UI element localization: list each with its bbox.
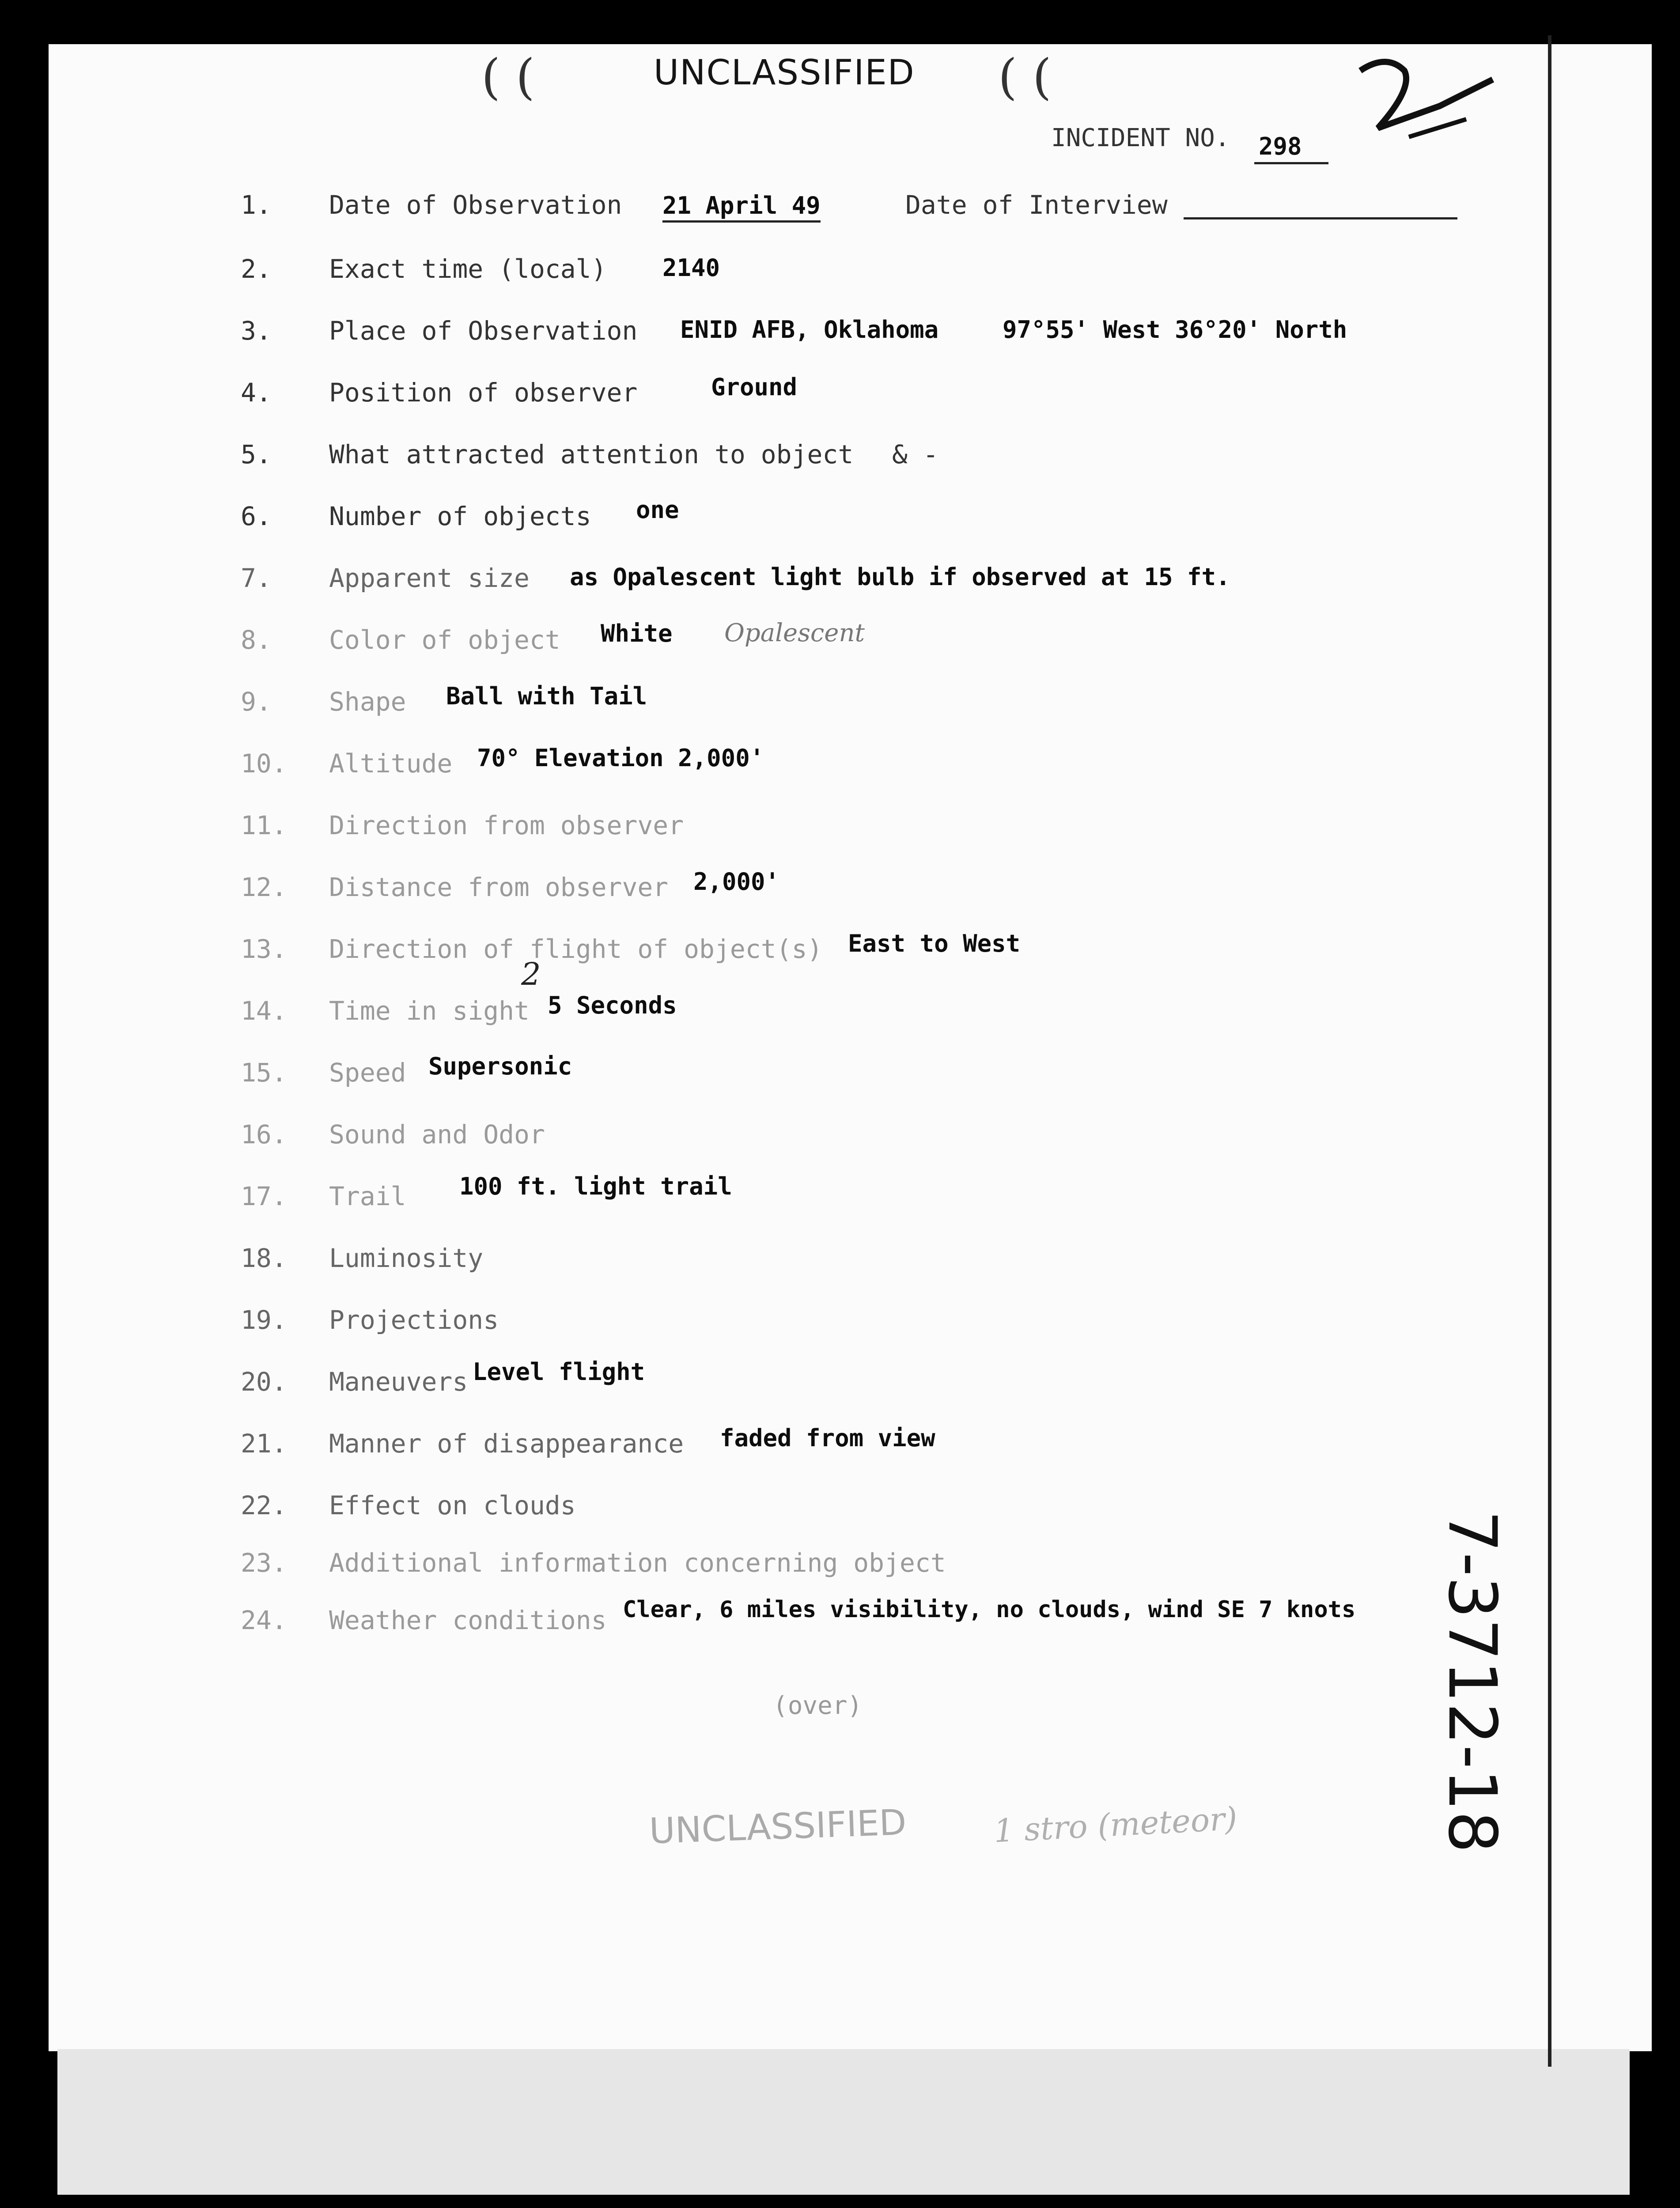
observer-position: Ground [711,373,798,401]
form-row-20 [0,1358,1502,1415]
row-number: 5. [241,439,272,469]
form-row-13 [0,930,1502,983]
row-label: Exact time (local) [329,254,607,284]
row-number: 24. [241,1605,287,1635]
form-row-18 [0,1243,1502,1292]
row-label: Speed [329,1058,406,1088]
row-label: Direction of flight of object(s) [329,934,823,964]
form-row-22 [0,1490,1502,1539]
form-row-10 [0,744,1502,797]
object-color: White [601,620,673,647]
attention-value: & - [892,439,938,469]
row-label: Place of Observation [329,316,638,346]
row-label: Maneuvers [329,1367,468,1397]
row-number: 10. [241,749,287,779]
scan-margin [57,2049,1630,2195]
stamp-bracket-left: ( ( [481,49,535,105]
row-label: Direction from observer [329,810,684,840]
row-label: Time in sight [329,996,530,1026]
trail: 100 ft. light trail [459,1172,732,1200]
over-note: (over) [773,1691,863,1720]
row-label: What attracted attention to object [329,439,854,469]
handwritten-mark-icon [1351,53,1497,141]
row-number: 18. [241,1243,287,1273]
distance-from-observer: 2,000' [693,868,780,896]
object-shape: Ball with Tail [446,682,647,710]
weather-conditions: Clear, 6 miles visibility, no clouds, wind SE 7 knots [623,1596,1356,1623]
row-number: 4. [241,378,272,408]
form-row-2 [0,254,1502,302]
row-label: Weather conditions [329,1605,607,1635]
form-row-15 [0,1052,1502,1106]
row-number: 9. [241,687,272,717]
row-label: Apparent size [329,563,530,593]
form-row-16 [0,1119,1502,1168]
row-label: Distance from observer [329,872,669,902]
stamp-bracket-right: ( ( [998,49,1052,105]
handwritten-time-correction: 2 [521,956,541,992]
handwritten-color-note: Opalescent [724,619,865,647]
row-label: Sound and Odor [329,1119,545,1149]
row-number: 20. [241,1367,287,1397]
footer-classification-stamp: UNCLASSIFIED [648,1801,907,1852]
row-number: 13. [241,934,287,964]
row-label: Trail [329,1181,406,1211]
manner-of-disappearance: faded from view [720,1424,935,1452]
row-label: Shape [329,687,406,717]
row-number: 17. [241,1181,287,1211]
place-of-observation: ENID AFB, Oklahoma [680,316,939,344]
form-row-11 [0,810,1502,859]
row-number: 21. [241,1429,287,1459]
date-of-observation: 21 April 49 [662,192,821,223]
form-row-4 [0,373,1502,426]
row-number: 23. [241,1548,287,1578]
number-of-objects: one [636,496,679,524]
exact-time: 2140 [662,254,720,282]
row-label: Date of Observation [329,190,622,220]
row-label: Additional information concerning object [329,1548,946,1578]
row-label: Altitude [329,749,453,779]
form-row-24 [0,1596,1502,1654]
row-number: 3. [241,316,272,346]
form-row-17 [0,1172,1502,1230]
time-in-sight: 5 Seconds [548,991,677,1019]
incident-number: 298 [1254,132,1328,164]
row-label: Position of observer [329,378,638,408]
row-number: 14. [241,996,287,1026]
form-row-5 [0,439,1502,488]
date-of-interview-blank [1184,217,1457,219]
speed: Supersonic [428,1052,572,1080]
row-label: Effect on clouds [329,1490,576,1520]
row-label: Number of objects [329,501,591,531]
file-reference-number: 7-3712-18 [1434,1510,1510,1853]
form-row-3 [0,316,1502,364]
flight-direction: East to West [848,930,1021,957]
form-row-8 [0,619,1502,673]
row-label: Manner of disappearance [329,1429,684,1459]
row-label: Projections [329,1305,499,1335]
row-number: 19. [241,1305,287,1335]
form-row-14 [0,956,1502,1044]
row-number: 15. [241,1058,287,1088]
row-number: 1. [241,190,272,220]
row-number: 11. [241,810,287,840]
form-row-9 [0,682,1502,735]
row-number: 8. [241,625,272,655]
row-number: 16. [241,1119,287,1149]
apparent-size: as Opalescent light bulb if observed at 15 ft. [570,563,1230,591]
incident-label: INCIDENT NO. [1051,124,1230,152]
altitude: 70° Elevation 2,000' [477,744,764,772]
row-label: Luminosity [329,1243,484,1273]
form-row-23 [0,1548,1502,1596]
row-number: 22. [241,1490,287,1520]
form-row-7 [0,563,1502,612]
row-number: 2. [241,254,272,284]
row-number: 6. [241,501,272,531]
form-row-12 [0,868,1502,921]
maneuvers: Level flight [473,1358,645,1386]
form-row-1 [0,190,1502,238]
page-edge-line [1548,35,1551,2067]
form-row-6 [0,496,1502,550]
row-number: 7. [241,563,272,593]
classification-stamp: UNCLASSIFIED [654,53,915,93]
date-of-interview-label: Date of Interview [905,190,1168,220]
form-row-21 [0,1424,1502,1477]
row-label: Color of object [329,625,560,655]
handwritten-footer-note: 1 stro (meteor) [993,1800,1238,1850]
form-row-19 [0,1305,1502,1354]
coordinates: 97°55' West 36°20' North [1003,316,1347,344]
row-number: 12. [241,872,287,902]
